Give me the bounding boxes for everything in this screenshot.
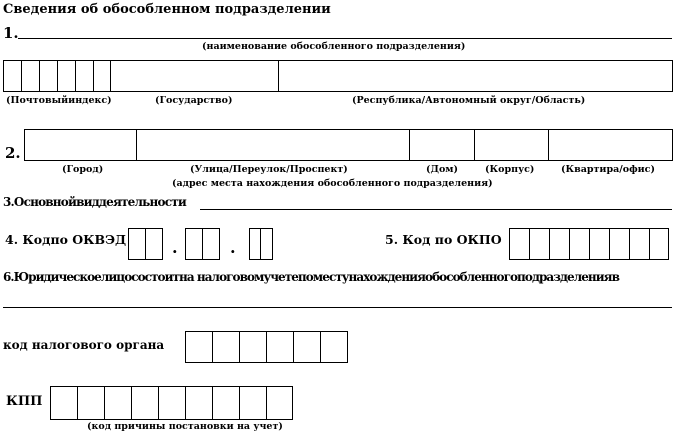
tax-authority-cell[interactable] (293, 331, 321, 363)
okved-separator-1: . (172, 238, 178, 257)
kpp-cells (50, 386, 293, 420)
okpo-cell[interactable] (549, 228, 570, 260)
postal-code-cell[interactable] (57, 60, 76, 92)
kpp-cell[interactable] (104, 386, 132, 420)
section-2-number: 2. (5, 144, 21, 162)
postal-code-caption: (Почтовыйиндекс) (6, 95, 112, 106)
kpp-cell[interactable] (212, 386, 240, 420)
main-activity-line[interactable] (200, 209, 672, 210)
tax-authority-cell[interactable] (212, 331, 240, 363)
registration-label: 6.Юридическоелицосостоитна налоговомучетепоместунахожденияобособленногоподразделенияв (3, 270, 619, 284)
apartment-field[interactable] (548, 129, 673, 161)
okpo-cell[interactable] (529, 228, 550, 260)
okved-label: 4. Кодпо ОКВЭД (5, 232, 127, 247)
okved-cell[interactable] (145, 228, 163, 260)
postal-code-cell[interactable] (3, 60, 22, 92)
main-activity-label: 3.Основнойвиддеятельности (3, 195, 186, 209)
house-caption: (Дом) (426, 164, 459, 175)
postal-code-cells (3, 60, 111, 92)
tax-authority-cell[interactable] (320, 331, 348, 363)
tax-authority-cell[interactable] (239, 331, 267, 363)
state-field[interactable] (110, 60, 279, 92)
form-heading: Сведения об обособленном подразделении (3, 2, 331, 17)
okpo-cells (509, 228, 669, 260)
kpp-cell[interactable] (158, 386, 186, 420)
street-field[interactable] (136, 129, 410, 161)
address-caption: (адрес места нахождения обособленного подразделения) (172, 178, 493, 189)
section-1-number: 1. (3, 24, 19, 42)
building-field[interactable] (474, 129, 549, 161)
okpo-label: 5. Код по ОКПО (385, 232, 502, 247)
okpo-cell[interactable] (649, 228, 669, 260)
postal-code-cell[interactable] (75, 60, 94, 92)
okved-cell[interactable] (185, 228, 203, 260)
okved-cell[interactable] (202, 228, 220, 260)
kpp-caption: (код причины постановки на учет) (87, 421, 283, 432)
kpp-label: КПП (6, 394, 43, 409)
okved-cell[interactable] (128, 228, 146, 260)
kpp-cell[interactable] (239, 386, 267, 420)
building-caption: (Корпус) (485, 164, 535, 175)
section-1-address-row (3, 60, 673, 92)
okved-group-2 (185, 228, 220, 260)
okved-separator-2: . (230, 238, 236, 257)
okpo-cell[interactable] (589, 228, 610, 260)
division-name-caption: (наименование обособленного подразделения) (202, 41, 466, 52)
state-caption: (Государство) (155, 95, 233, 106)
tax-authority-cell[interactable] (266, 331, 294, 363)
okpo-cell[interactable] (569, 228, 590, 260)
city-field[interactable] (24, 129, 137, 161)
house-field[interactable] (409, 129, 475, 161)
section-2-address-row (24, 129, 673, 161)
tax-authority-cell[interactable] (185, 331, 213, 363)
kpp-cell[interactable] (50, 386, 78, 420)
registration-line[interactable] (3, 307, 672, 308)
apartment-caption: (Квартира/офис) (561, 164, 655, 175)
okpo-cell[interactable] (609, 228, 630, 260)
postal-code-cell[interactable] (93, 60, 111, 92)
postal-code-cell[interactable] (21, 60, 40, 92)
kpp-cell[interactable] (77, 386, 105, 420)
okved-cell[interactable] (260, 228, 273, 260)
kpp-cell[interactable] (131, 386, 159, 420)
kpp-cell[interactable] (185, 386, 213, 420)
okpo-cell[interactable] (509, 228, 530, 260)
okved-group-1 (128, 228, 163, 260)
tax-authority-label: код налогового органа (3, 338, 165, 352)
division-name-line[interactable] (18, 38, 672, 39)
tax-authority-cells (185, 331, 348, 363)
okved-group-3 (249, 228, 273, 260)
okpo-cell[interactable] (629, 228, 650, 260)
postal-code-cell[interactable] (39, 60, 58, 92)
city-caption: (Город) (62, 164, 104, 175)
street-caption: (Улица/Переулок/Проспект) (190, 164, 348, 175)
region-field[interactable] (278, 60, 673, 92)
region-caption: (Республика/Автономный округ/Область) (352, 95, 586, 106)
kpp-cell[interactable] (266, 386, 293, 420)
